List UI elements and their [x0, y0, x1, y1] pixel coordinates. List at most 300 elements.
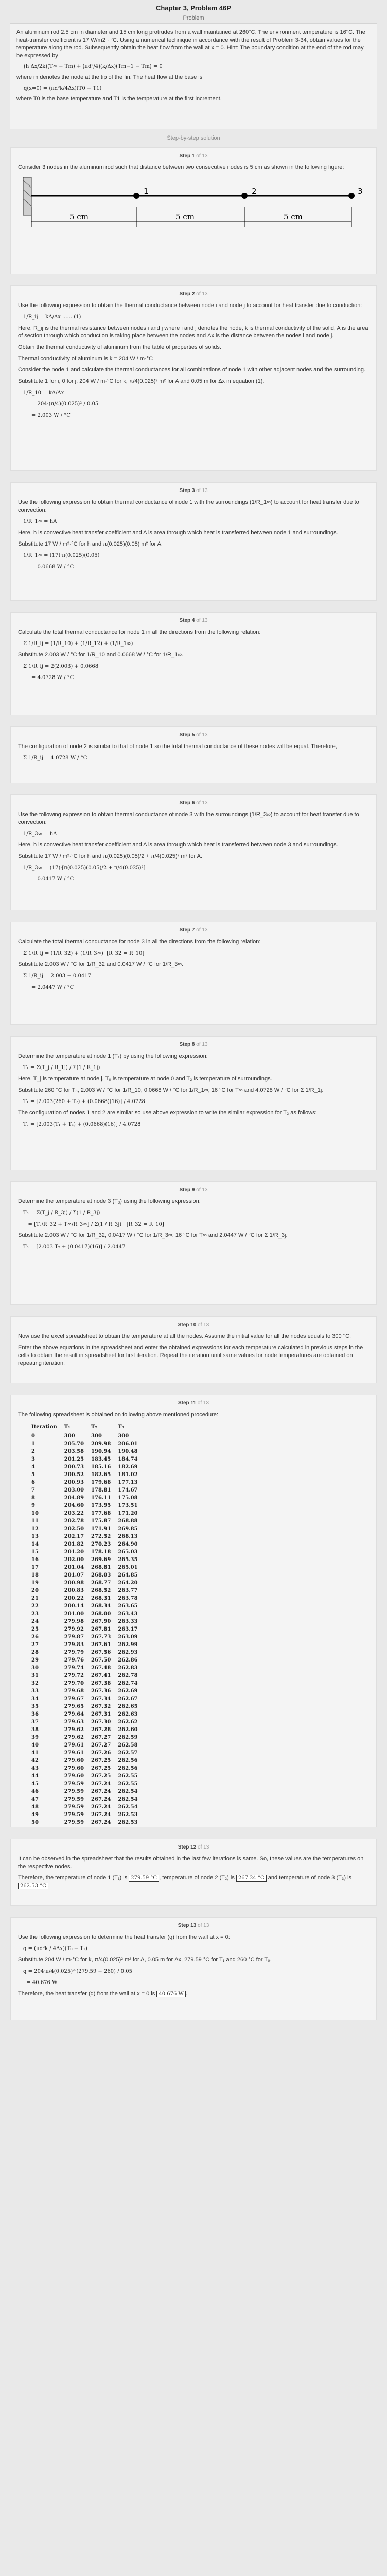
table-row: [30, 1587, 144, 1595]
table-cell: 279.83: [64, 1642, 84, 1648]
table-cell: 9: [31, 1503, 35, 1509]
step-count: of 13: [198, 1923, 209, 1928]
table-cell: 267.34: [91, 1696, 111, 1702]
table-cell: 209.98: [91, 1441, 111, 1447]
table-cell: 262.69: [118, 1688, 138, 1694]
table-cell: 279.60: [64, 1773, 84, 1779]
table-cell: 262.54: [118, 1797, 138, 1802]
table-cell: 22: [31, 1603, 39, 1609]
step-title: Step 6: [179, 800, 195, 806]
math-line: q = (πd²k / 4Δx)(T₀ − T₁): [23, 1946, 87, 1952]
math-line: Σ 1/R_ij = 2.003 + 0.0417: [23, 973, 91, 979]
base-heat-flow-equation: q(x=0) = (πd²k/4Δx)(T0 − T1): [24, 86, 102, 91]
table-cell: 171.91: [91, 1526, 111, 1532]
step-text: Substitute 17 W / m²·°C for h and π(0.025)(0.05) m² for A.: [18, 541, 163, 547]
table-cell: 16: [31, 1557, 39, 1563]
step-count: of 13: [196, 800, 208, 806]
node-label: 1: [144, 187, 149, 196]
table-row: [30, 1494, 144, 1502]
table-cell: 174.67: [118, 1487, 138, 1493]
result-text: .: [185, 1991, 187, 1997]
table-cell: 264.90: [118, 1541, 138, 1547]
table-cell: 279.61: [64, 1742, 84, 1748]
table-row: [30, 1548, 144, 1556]
table-cell: 267.48: [91, 1665, 111, 1671]
table-row: [30, 1664, 144, 1672]
table-body: [30, 1432, 144, 1826]
table-cell: 200.73: [64, 1464, 84, 1470]
table-cell: 262.55: [118, 1773, 138, 1779]
table-cell: 279.70: [64, 1681, 84, 1686]
column-header: Iteration: [31, 1424, 57, 1430]
step-card: [10, 482, 377, 601]
result-text: .: [48, 1883, 50, 1889]
table-row: [30, 1610, 144, 1618]
table-cell: 279.60: [64, 1766, 84, 1771]
step-text: Substitute 2.003 W / °C for 1/R_32 and 0.0417 W / °C for 1/R_3∞.: [18, 961, 184, 968]
table-cell: 267.24: [91, 1797, 111, 1802]
table-row: [30, 1780, 144, 1788]
step-count: of 13: [196, 618, 208, 623]
result-text: Therefore, the heat transfer (q) from the wall at x = 0 is: [18, 1991, 155, 1997]
table-cell: 279.62: [64, 1735, 84, 1740]
table-cell: 263.65: [118, 1603, 138, 1609]
table-cell: 267.24: [91, 1789, 111, 1794]
table-row: [30, 1726, 144, 1734]
step-count: of 13: [198, 1322, 209, 1328]
table-cell: 263.09: [118, 1634, 138, 1640]
table-cell: 4: [31, 1464, 35, 1470]
table-cell: 269.85: [118, 1526, 138, 1532]
table-row: [30, 1579, 144, 1587]
table-cell: 40: [31, 1742, 39, 1748]
table-cell: 262.59: [118, 1735, 138, 1740]
table-cell: 50: [31, 1820, 39, 1825]
table-row: [30, 1811, 144, 1819]
step-text: Determine the temperature at node 1 (T₁) by using the following expression:: [18, 1053, 208, 1059]
step-header: [11, 1317, 376, 1333]
step-card: [10, 1181, 377, 1305]
table-cell: 43: [31, 1766, 39, 1771]
table-cell: 267.24: [91, 1812, 111, 1818]
table-cell: 262.78: [118, 1673, 138, 1679]
table-cell: 262.74: [118, 1681, 138, 1686]
table-cell: 8: [31, 1495, 35, 1501]
table-cell: 200.93: [64, 1480, 84, 1485]
table-cell: 264.85: [118, 1572, 138, 1578]
step-text: Substitute 204 W / m·°C for k, π/4(0.025)² m² for A, 0.05 m for Δx, 279.59 °C for T₁ and 260 °C for T₀.: [18, 1957, 272, 1963]
table-cell: 177.13: [118, 1480, 138, 1485]
table-cell: 37: [31, 1719, 39, 1725]
step-text: Calculate the total thermal conductance for node 3 in all the directions from the following relation:: [18, 939, 261, 945]
step-count: of 13: [197, 1400, 209, 1406]
table-cell: 262.67: [118, 1696, 138, 1702]
table-cell: 204.60: [64, 1503, 84, 1509]
math-line: Σ 1/R_ij = 2(2.003) + 0.0668: [23, 664, 99, 669]
table-cell: 267.25: [91, 1758, 111, 1764]
iteration-table: [30, 1422, 144, 1826]
table-cell: 279.74: [64, 1665, 84, 1671]
table-row: [30, 1656, 144, 1664]
table-cell: 267.24: [91, 1820, 111, 1825]
result-text: and temperature of node 3 (T₃) is: [268, 1875, 352, 1881]
node-marker: [348, 193, 355, 199]
node-marker: [241, 193, 248, 199]
math-line: T₂ = [2.003(T₁ + T₃) + (0.0668)(16)] / 4.0728: [23, 1122, 141, 1127]
step-card: [10, 1917, 377, 2020]
step-header: [11, 1918, 376, 1934]
math-line: = 204·(π/4)(0.025)² / 0.05: [23, 401, 99, 407]
table-cell: 279.87: [64, 1634, 84, 1640]
step-text: The configuration of nodes 1 and 2 are similar so use above expression to write the similar expression for T₂ as follows:: [18, 1110, 317, 1116]
table-cell: 15: [31, 1549, 39, 1555]
step-text: Use the following expression to obtain thermal conductance of node 1 with the surroundings (1/R_1∞) to account for heat transfer due to convection:: [18, 499, 359, 513]
table-cell: 45: [31, 1781, 39, 1787]
table-row: [30, 1641, 144, 1649]
step-text: Here, h is convective heat transfer coefficient and A is area through which heat is transferred between node 3 and surroundings.: [18, 842, 338, 848]
table-cell: 300: [118, 1433, 129, 1439]
table-cell: 11: [31, 1518, 39, 1524]
table-cell: 182.69: [118, 1464, 138, 1470]
table-cell: 268.31: [91, 1596, 111, 1601]
table-row: [30, 1649, 144, 1656]
table-cell: 279.61: [64, 1750, 84, 1756]
table-cell: 25: [31, 1626, 39, 1632]
table-cell: 262.63: [118, 1711, 138, 1717]
column-header: T₁: [64, 1424, 71, 1430]
math-line: = [T₂/R_32 + T∞/R_3∞] / Σ(1 / R_3j) [R_32 = R_10]: [23, 1222, 164, 1227]
table-cell: 201.07: [64, 1572, 84, 1578]
table-cell: 34: [31, 1696, 39, 1702]
step-text: The following spreadsheet is obtained on following above mentioned procedure:: [18, 1412, 218, 1418]
answer-t1-box: 279.59 °C: [129, 1875, 159, 1882]
table-cell: 279.63: [64, 1719, 84, 1725]
table-cell: 35: [31, 1704, 39, 1709]
table-row: [30, 1595, 144, 1602]
table-row: [30, 1795, 144, 1803]
table-cell: 267.28: [91, 1727, 111, 1733]
step-card: [10, 922, 377, 1025]
table-cell: 31: [31, 1673, 39, 1679]
table-row: [30, 1695, 144, 1703]
table-cell: 263.17: [118, 1626, 138, 1632]
table-cell: 206.01: [118, 1441, 138, 1447]
math-line: T₁ = Σ(T_j / R_1j) / Σ(1 / R_1j): [23, 1065, 100, 1071]
table-cell: 29: [31, 1657, 39, 1663]
table-cell: 267.27: [91, 1742, 111, 1748]
step-card: [10, 794, 377, 910]
table-row: [30, 1463, 144, 1471]
page-header: [10, 3, 377, 23]
table-cell: 205.70: [64, 1441, 84, 1447]
column-header: T₂: [91, 1424, 97, 1430]
table-row: [30, 1432, 144, 1440]
table-cell: 268.81: [91, 1565, 111, 1570]
table-cell: 183.45: [91, 1456, 111, 1462]
table-cell: 176.11: [91, 1495, 111, 1501]
table-cell: 262.99: [118, 1642, 138, 1648]
step-count: of 13: [196, 488, 208, 494]
step-text: Consider 3 nodes in the aluminum rod such that distance between two consecutive nodes is 5 cm as shown in the following figure:: [18, 164, 344, 171]
answer-t2-box: 267.24 °C: [236, 1875, 267, 1882]
table-cell: 279.68: [64, 1688, 84, 1694]
table-cell: 263.77: [118, 1588, 138, 1594]
answer-heat-flow-box: 40.676 W: [156, 1991, 185, 1997]
step-card: [10, 147, 377, 274]
table-cell: 203.00: [64, 1487, 84, 1493]
table-cell: 268.03: [91, 1572, 111, 1578]
table-cell: 267.56: [91, 1650, 111, 1655]
table-cell: 263.33: [118, 1619, 138, 1624]
table-cell: 200.98: [64, 1580, 84, 1586]
table-row: [30, 1510, 144, 1517]
table-cell: 26: [31, 1634, 39, 1640]
table-cell: 262.93: [118, 1650, 138, 1655]
table-cell: 202.50: [64, 1526, 84, 1532]
table-cell: 279.59: [64, 1820, 84, 1825]
table-cell: 262.86: [118, 1657, 138, 1663]
step-count: of 13: [196, 927, 208, 933]
step-text: Now use the excel spreadsheet to obtain the temperature at all the nodes. Assume the initial value for all the nodes equals to 300 °C.: [18, 1333, 351, 1340]
math-line: T₃ = [2.003 T₂ + (0.0417)(16)] / 2.0447: [23, 1244, 126, 1250]
step-header: [11, 727, 376, 743]
table-cell: 279.59: [64, 1789, 84, 1794]
table-cell: 279.98: [64, 1619, 84, 1624]
step-text: The configuration of node 2 is similar to that of node 1 so the total thermal conductance of these nodes will be equal. Therefore,: [18, 743, 337, 750]
table-cell: 262.56: [118, 1766, 138, 1771]
step-count: of 13: [196, 291, 208, 297]
step-title: Step 4: [179, 618, 195, 623]
table-row: [30, 1517, 144, 1525]
step-text: Consider the node 1 and calculate the thermal conductances for all combinations of node 1 with other adjacent nodes and the surrounding.: [18, 367, 366, 373]
table-cell: 24: [31, 1619, 39, 1624]
table-cell: 30: [31, 1665, 39, 1671]
problem-text: where m denotes the node at the tip of the fin. The heat flow at the base is: [16, 74, 203, 80]
problem-statement: [10, 23, 377, 129]
table-row: [30, 1788, 144, 1795]
page-title: Chapter 3, Problem 46P: [156, 4, 231, 12]
table-cell: 184.74: [118, 1456, 138, 1462]
dimension-label: 5 cm: [175, 212, 195, 222]
rod-node-diagram: [18, 175, 369, 240]
math-line: = 2.0447 W / °C: [23, 985, 74, 990]
table-row: [30, 1571, 144, 1579]
math-line: Σ 1/R_ij = (1/R_32) + (1/R_3∞) [R_32 = R_10]: [23, 951, 145, 956]
math-line: 1/R_1∞ = hA: [23, 519, 57, 524]
table-cell: 10: [31, 1511, 39, 1516]
table-row: [30, 1772, 144, 1780]
table-cell: 279.79: [64, 1650, 84, 1655]
table-row: [30, 1718, 144, 1726]
step-text: Use the following expression to obtain thermal conductance of node 3 with the surroundings (1/R_3∞) to account for heat transfer due to convection:: [18, 811, 359, 825]
table-cell: 267.41: [91, 1673, 111, 1679]
wall: [23, 177, 31, 215]
table-cell: 265.03: [118, 1549, 138, 1555]
table-cell: 263.78: [118, 1596, 138, 1601]
table-cell: 268.34: [91, 1603, 111, 1609]
step-count: of 13: [196, 1042, 208, 1047]
table-cell: 27: [31, 1642, 39, 1648]
table-cell: 200.22: [64, 1596, 84, 1601]
table-cell: 279.62: [64, 1727, 84, 1733]
table-cell: 267.38: [91, 1681, 111, 1686]
table-cell: 203.58: [64, 1449, 84, 1454]
table-row: [30, 1819, 144, 1826]
table-cell: 201.04: [64, 1565, 84, 1570]
step-title: Step 1: [179, 153, 195, 159]
table-cell: 279.59: [64, 1804, 84, 1810]
table-cell: 36: [31, 1711, 39, 1717]
table-cell: 268.00: [91, 1611, 111, 1617]
table-cell: 14: [31, 1541, 39, 1547]
table-row: [30, 1564, 144, 1571]
table-cell: 267.26: [91, 1750, 111, 1756]
table-cell: 2: [31, 1449, 35, 1454]
table-cell: 21: [31, 1596, 39, 1601]
step-text: Use the following expression to determine the heat transfer (q) from the wall at x = 0:: [18, 1934, 230, 1940]
result-text: , temperature of node 2 (T₂) is: [159, 1875, 235, 1881]
table-cell: 48: [31, 1804, 39, 1810]
step-header: [11, 1395, 376, 1411]
step-text: Substitute 17 W / m²·°C for h and π(0.025)(0.05)/2 + π/4(0.025)² m² for A.: [18, 853, 202, 859]
table-cell: 202.00: [64, 1557, 84, 1563]
step-title: Step 10: [178, 1322, 197, 1328]
table-cell: 262.83: [118, 1665, 138, 1671]
step-text: Obtain the thermal conductivity of aluminum from the table of properties of solids.: [18, 344, 221, 350]
table-cell: 262.53: [118, 1812, 138, 1818]
math-line: 1/R_ij = kA/Δx ...... (1): [23, 314, 81, 320]
table-cell: 201.00: [64, 1611, 84, 1617]
table-cell: 19: [31, 1580, 39, 1586]
table-cell: 202.78: [64, 1518, 84, 1524]
table-cell: 265.35: [118, 1557, 138, 1563]
table-cell: 267.81: [91, 1626, 111, 1632]
table-row: [30, 1803, 144, 1811]
table-cell: 300: [91, 1433, 102, 1439]
table-row: [30, 1602, 144, 1610]
step-count: of 13: [196, 153, 208, 159]
table-cell: 39: [31, 1735, 39, 1740]
table-cell: 267.27: [91, 1735, 111, 1740]
step-header: [11, 1182, 376, 1198]
step-title: Step 13: [178, 1923, 197, 1928]
table-cell: 279.72: [64, 1673, 84, 1679]
step-header: [11, 148, 376, 164]
table-cell: 262.65: [118, 1704, 138, 1709]
problem-text: An aluminum rod 2.5 cm in diameter and 15 cm long protrudes from a wall maintained at 260°C. The environment temperature is 16°C. The heat-transfer coefficient is 17 W/m2 · °C. Using a numerical technique in accordance with the result of Problem 3-34, obtain values for the temperature along the rod. Subsequently obtain the heat flow from the wall at x = 0. Hint: The boundary condition at the end of the rod may be expressed by: [16, 29, 365, 59]
table-cell: 23: [31, 1611, 39, 1617]
table-row: [30, 1448, 144, 1455]
table-cell: 7: [31, 1487, 35, 1493]
math-line: = 0.0417 W / °C: [23, 876, 74, 882]
table-row: [30, 1703, 144, 1710]
table-cell: 18: [31, 1572, 39, 1578]
table-header-row: [30, 1422, 144, 1432]
step-title: Step 8: [179, 1042, 195, 1047]
result-sentence: [18, 1874, 369, 1890]
table-cell: 267.36: [91, 1688, 111, 1694]
table-row: [30, 1618, 144, 1625]
table-row: [30, 1625, 144, 1633]
step-card: [10, 726, 377, 783]
table-cell: 38: [31, 1727, 39, 1733]
math-line: 1/R_10 = kA/Δx: [23, 390, 64, 396]
table-cell: 262.56: [118, 1758, 138, 1764]
math-line: T₃ = Σ(T_j / R_3j) / Σ(1 / R_3j): [23, 1210, 100, 1216]
step-count: of 13: [196, 1187, 208, 1193]
table-cell: 268.77: [91, 1580, 111, 1586]
step-title: Step 3: [179, 488, 195, 494]
step-header: [11, 795, 376, 811]
table-cell: 181.02: [118, 1472, 138, 1478]
table-cell: 185.16: [91, 1464, 111, 1470]
node-marker: [133, 193, 139, 199]
math-line: T₁ = [2.003(260 + T₂) + (0.0668)(16)] / 4.0728: [23, 1099, 145, 1105]
table-cell: 279.59: [64, 1812, 84, 1818]
math-line: 1/R_3∞ = (17)·[π(0.025)(0.05)/2 + π/4(0.025)²]: [23, 865, 146, 871]
table-cell: 268.13: [118, 1534, 138, 1539]
table-row: [30, 1540, 144, 1548]
step-text: Determine the temperature at node 3 (T₃) using the following expression:: [18, 1198, 201, 1205]
table-cell: 279.64: [64, 1711, 84, 1717]
table-cell: 171.20: [118, 1511, 138, 1516]
step-title: Step 11: [178, 1400, 196, 1406]
step-text: Substitute 2.003 W / °C for 1/R_32, 0.0417 W / °C for 1/R_3∞, 16 °C for T∞ and 2.0447 W / °C for Σ 1/R_3j.: [18, 1232, 288, 1239]
step-header: [11, 1037, 376, 1053]
table-row: [30, 1672, 144, 1680]
page-subtitle: Problem: [183, 15, 204, 21]
table-row: [30, 1633, 144, 1641]
table-cell: 262.54: [118, 1789, 138, 1794]
column-header: T₃: [118, 1424, 125, 1430]
node-label: 2: [252, 187, 257, 196]
table-cell: 279.60: [64, 1758, 84, 1764]
table-cell: 32: [31, 1681, 39, 1686]
step-text: Use the following expression to obtain the thermal conductance between node i and node j to account for heat transfer due to conduction:: [18, 302, 362, 309]
table-cell: 267.25: [91, 1773, 111, 1779]
step-card: [10, 285, 377, 471]
table-cell: 262.58: [118, 1742, 138, 1748]
table-cell: 17: [31, 1565, 39, 1570]
math-line: 1/R_3∞ = hA: [23, 831, 57, 837]
table-cell: 200.83: [64, 1588, 84, 1594]
table-cell: 175.08: [118, 1495, 138, 1501]
table-row: [30, 1757, 144, 1765]
table-row: [30, 1680, 144, 1687]
table-cell: 267.90: [91, 1619, 111, 1624]
table-row: [30, 1471, 144, 1479]
table-cell: 263.43: [118, 1611, 138, 1617]
table-row: [30, 1486, 144, 1494]
table-row: [30, 1479, 144, 1486]
step-text: Here, R_ij is the thermal resistance between nodes i and j where i and j denotes the node, k is thermal conductivity of the solid, A is the area of section through which conduction is taking place between the nodes and Δx is the distance between the nodes i and node j.: [18, 325, 368, 339]
table-row: [30, 1440, 144, 1448]
table-cell: 46: [31, 1789, 39, 1794]
table-cell: 5: [31, 1472, 35, 1478]
step-text: Enter the above equations in the spreadsheet and enter the obtained expressions for each temperature calculated in previous steps in the cells to obtain the result in spreadsheet for first iteration. Repeat the iteration until same values for node temperatures are obtained on repeating iteration.: [18, 1345, 363, 1366]
table-cell: 262.53: [118, 1820, 138, 1825]
table-cell: 267.50: [91, 1657, 111, 1663]
math-line: = 0.0668 W / °C: [23, 564, 74, 570]
math-line: 1/R_1∞ = (17)·π(0.025)(0.05): [23, 553, 100, 558]
step-header: [11, 483, 376, 499]
table-cell: 190.48: [118, 1449, 138, 1454]
table-cell: 279.67: [64, 1696, 84, 1702]
table-cell: 279.92: [64, 1626, 84, 1632]
table-row: [30, 1525, 144, 1533]
table-cell: 201.82: [64, 1541, 84, 1547]
step-header: [11, 1839, 376, 1855]
